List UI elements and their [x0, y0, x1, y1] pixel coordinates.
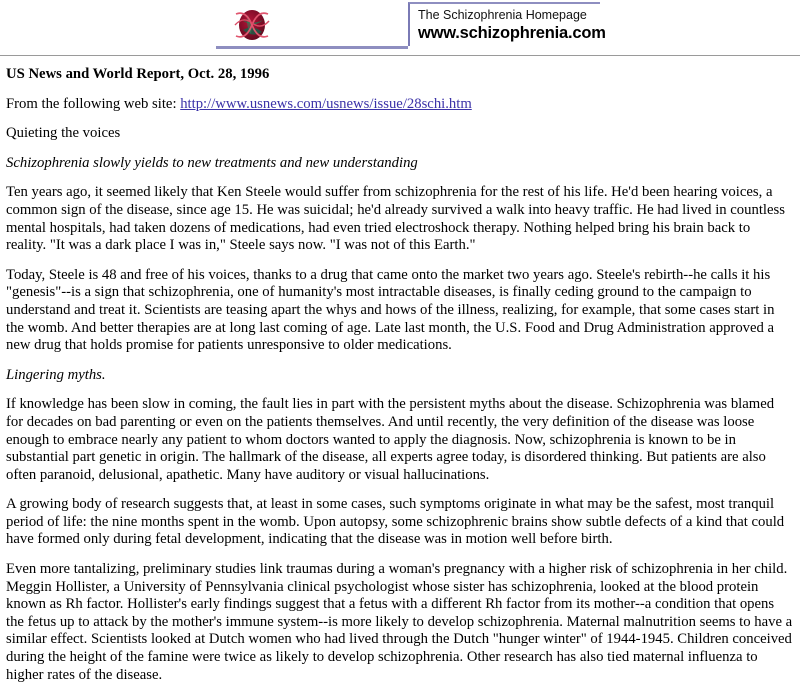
- publication-source-line: US News and World Report, Oct. 28, 1996: [6, 66, 270, 82]
- schizophrenia-globe-logo-icon: [232, 5, 272, 45]
- from-label: From the following web site:: [6, 95, 181, 112]
- article-subtitle: Schizophrenia slowly yields to new treatments and new understanding: [6, 154, 418, 171]
- article-paragraph-5: Even more tantalizing, preliminary studies link traumas during a woman's pregnancy with a higher risk of schizophrenia in her child. Meggin Hollister, a University of Pennsylvania clinical psychologist whose sister has schizophrenia, looked at the blood protein known as Rh factor. Hollister's early findings suggest that a fetus with a different Rh factor from its mother--a condition that opens the fetus up to attack by the mother's immune system--is more likely to develop schizophrenia. Maternal malnutrition seems to have a similar effect. Scientists looked at Dutch women who had lived through the Dutch "hunger winter" of 1944-1945. Children conceived during the height of the famine were twice as likely to develop schizophrenia. Other research has also tied maternal influenza to higher rates of the disease.: [6, 561, 793, 683]
- article-body: [0, 66, 800, 684]
- source-url-line: [6, 96, 794, 114]
- header-divider: [0, 55, 800, 56]
- site-domain: www.schizophrenia.com: [418, 24, 606, 42]
- source-url-link[interactable]: http://www.usnews.com/usnews/issue/28schi.htm: [180, 95, 472, 112]
- article-paragraph-2: Today, Steele is 48 and free of his voices, thanks to a drug that came onto the market two years ago. Steele's rebirth--he calls it his "genesis"--is a sign that schizophrenia, one of humanity's most intractable diseases, is finally ceding ground to the campaign to understand and treat it. Scientists are teasing apart the whys and hows of the illness, realizing, for example, that some cases start in the womb. And better therapies are at long last coming of age. Late last month, the U.S. Food and Drug Administration approved a new drug that holds promise for patients unresponsive to older medications.: [6, 266, 775, 354]
- site-tagline: The Schizophrenia Homepage: [418, 8, 587, 22]
- logo-container: [216, 2, 408, 49]
- article-title: Quieting the voices: [6, 125, 121, 142]
- site-header: [0, 0, 800, 55]
- article-paragraph-4: A growing body of research suggests that, at least in some cases, such symptoms originate in what may be the safest, most tranquil period of life: the nine months spent in the womb. Upon autopsy, some schizophrenic brains show subtle defects of a kind that could have formed only during fetal development, indicating that the disease was in motion well before birth.: [6, 496, 785, 548]
- site-branding-plate: [408, 2, 606, 46]
- section-heading-lingering-myths: Lingering myths.: [6, 366, 106, 383]
- article-paragraph-1: Ten years ago, it seemed likely that Ken Steele would suffer from schizophrenia for the rest of his life. He'd been hearing voices, a common sign of the disease, since age 15. He was suicidal; he'd already survived a walk into heavy traffic. He had lived in countless mental hospitals, had taken dozens of medications, had even tried electroshock therapy. Nothing helped bring his brain back to reality. "It was a dark place I was in," Steele says now. "I was not of this Earth.": [6, 184, 785, 254]
- article-paragraph-3: If knowledge has been slow in coming, the fault lies in part with the persistent myths about the disease. Schizophrenia was blamed for decades on bad parenting or even on the patients themselves. And until recently, the very definition of the disease was loose enough to embrace nearly any patient to whom doctors wanted to apply the diagnosis. Now, schizophrenia is known to be in substantial part genetic in origin. The hallmark of the disease, all experts agree today, is disordered thinking. But patients are also often paranoid, delusional, apathetic. Many have auditory or visual hallucinations.: [6, 396, 775, 483]
